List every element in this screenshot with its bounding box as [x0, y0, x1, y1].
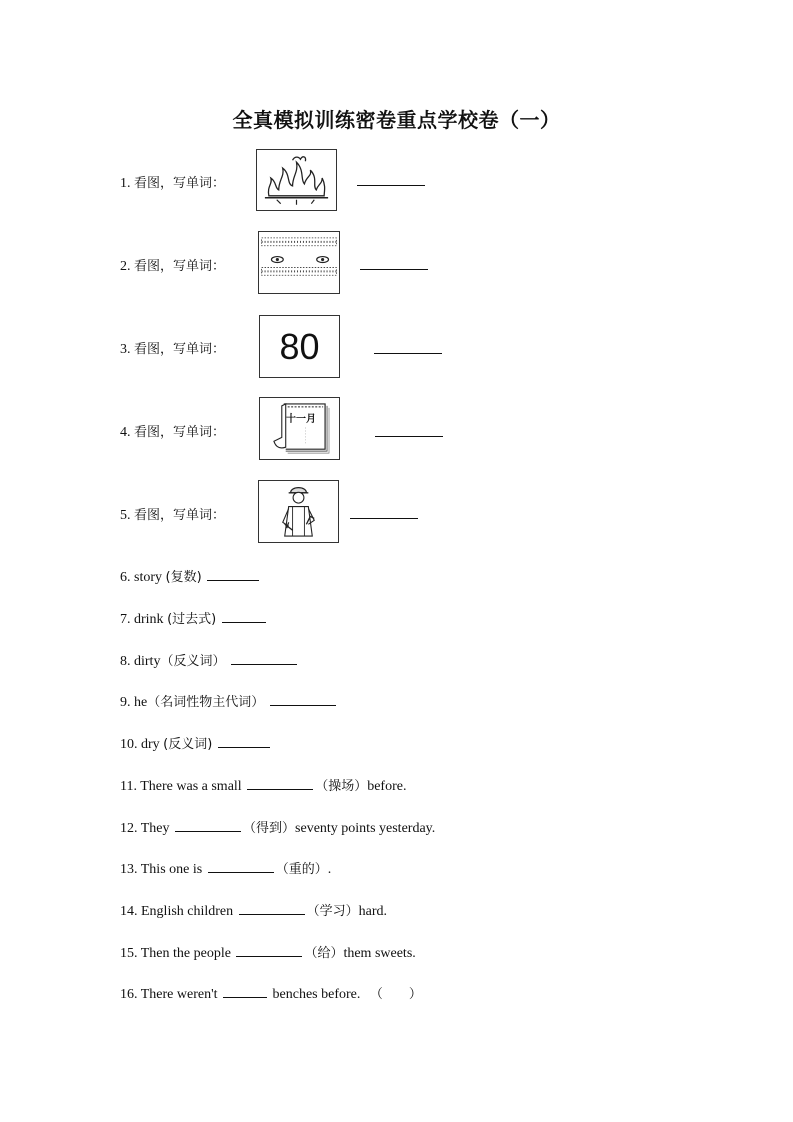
question-word: story	[134, 570, 162, 585]
question-hint: (过去式)	[167, 612, 217, 627]
question-prompt: 看图，写单词：	[134, 508, 226, 523]
question-text: They	[140, 821, 170, 836]
eyes-drawing	[259, 232, 339, 293]
question-text: them sweets.	[343, 946, 416, 961]
worker-drawing	[259, 481, 338, 542]
question-number: 10.	[120, 737, 138, 752]
question-hint: （重的）	[275, 862, 328, 877]
answer-blank[interactable]	[360, 269, 428, 270]
question-12	[120, 817, 435, 837]
question-hint: （名词性物主代词）	[147, 695, 265, 710]
answer-blank[interactable]	[175, 830, 241, 832]
question-number: 1.	[120, 176, 131, 191]
question-prompt: 看图，写单词：	[134, 259, 226, 274]
question-number: 4.	[120, 425, 131, 440]
page-title: 全真模拟训练密卷重点学校卷（一）	[232, 108, 561, 132]
answer-bracket[interactable]: （ ）	[369, 987, 422, 1002]
question-number: 6.	[120, 570, 131, 585]
question-7	[120, 608, 268, 628]
question-word: dirty	[134, 654, 161, 669]
question-hint: （学习）	[306, 904, 359, 919]
question-15	[120, 942, 416, 962]
question-word: drink	[134, 612, 164, 627]
question-6	[120, 566, 261, 586]
question-4	[120, 421, 225, 441]
question-number: 15.	[120, 946, 138, 961]
question-hint: (复数)	[165, 570, 202, 585]
answer-blank[interactable]	[236, 955, 302, 957]
answer-blank[interactable]	[218, 746, 270, 748]
question-number: 5.	[120, 508, 131, 523]
question-11	[120, 775, 406, 795]
answer-blank[interactable]	[222, 621, 266, 623]
answer-blank[interactable]	[270, 704, 336, 706]
number-card	[259, 315, 340, 378]
answer-blank[interactable]	[375, 436, 443, 437]
question-text: There weren't	[140, 987, 218, 1002]
question-hint: （反义词）	[160, 654, 226, 669]
question-hint: (反义词)	[163, 737, 213, 752]
question-text: This one is	[140, 862, 203, 877]
question-text: Then the people	[140, 946, 231, 961]
question-text: English children	[141, 904, 234, 919]
calendar-image	[259, 397, 340, 460]
question-14	[120, 900, 387, 920]
question-text: .	[327, 862, 332, 877]
question-prompt: 看图，写单词：	[134, 176, 226, 191]
question-word: dry	[141, 737, 160, 752]
answer-blank[interactable]	[357, 185, 425, 186]
answer-blank[interactable]	[239, 913, 305, 915]
question-prompt: 看图，写单词：	[134, 342, 226, 357]
question-number: 3.	[120, 342, 131, 357]
question-number: 12.	[120, 821, 138, 836]
calendar-drawing	[260, 398, 339, 459]
worker-image	[258, 480, 339, 543]
answer-blank[interactable]	[207, 579, 259, 581]
fire-drawing	[257, 150, 336, 210]
question-2	[120, 255, 225, 275]
question-number: 8.	[120, 654, 131, 669]
answer-blank[interactable]	[374, 353, 442, 354]
question-9	[120, 691, 338, 711]
question-text: before.	[367, 779, 407, 794]
answer-blank[interactable]	[208, 871, 274, 873]
question-hint: （操场）	[315, 779, 368, 794]
question-number: 11.	[120, 779, 137, 794]
question-text: hard.	[358, 904, 388, 919]
question-prompt: 看图，写单词：	[134, 425, 226, 440]
question-5	[120, 504, 225, 524]
question-number: 14.	[120, 904, 138, 919]
question-text: benches before.	[272, 987, 361, 1002]
answer-blank[interactable]	[247, 788, 313, 790]
question-number: 7.	[120, 612, 131, 627]
answer-blank[interactable]	[231, 663, 297, 665]
eyes-image	[258, 231, 340, 294]
question-text: seventy points yesterday.	[295, 821, 436, 836]
answer-blank[interactable]	[350, 518, 418, 519]
question-number: 9.	[120, 695, 131, 710]
fire-image	[256, 149, 337, 211]
question-16	[120, 983, 422, 1003]
question-text: There was a small	[140, 779, 242, 794]
question-number: 13.	[120, 862, 138, 877]
question-hint: （给）	[304, 946, 344, 961]
question-1	[120, 172, 225, 192]
question-number: 2.	[120, 259, 131, 274]
number-card-text: 80	[279, 325, 320, 367]
calendar-month-text: 十一月	[286, 414, 316, 425]
question-word: he	[134, 695, 148, 710]
question-3	[120, 338, 225, 358]
question-10	[120, 733, 272, 753]
answer-blank[interactable]	[223, 996, 267, 998]
question-hint: （得到）	[243, 821, 296, 836]
question-13	[120, 858, 331, 878]
question-number: 16.	[120, 987, 138, 1002]
question-8	[120, 650, 299, 670]
